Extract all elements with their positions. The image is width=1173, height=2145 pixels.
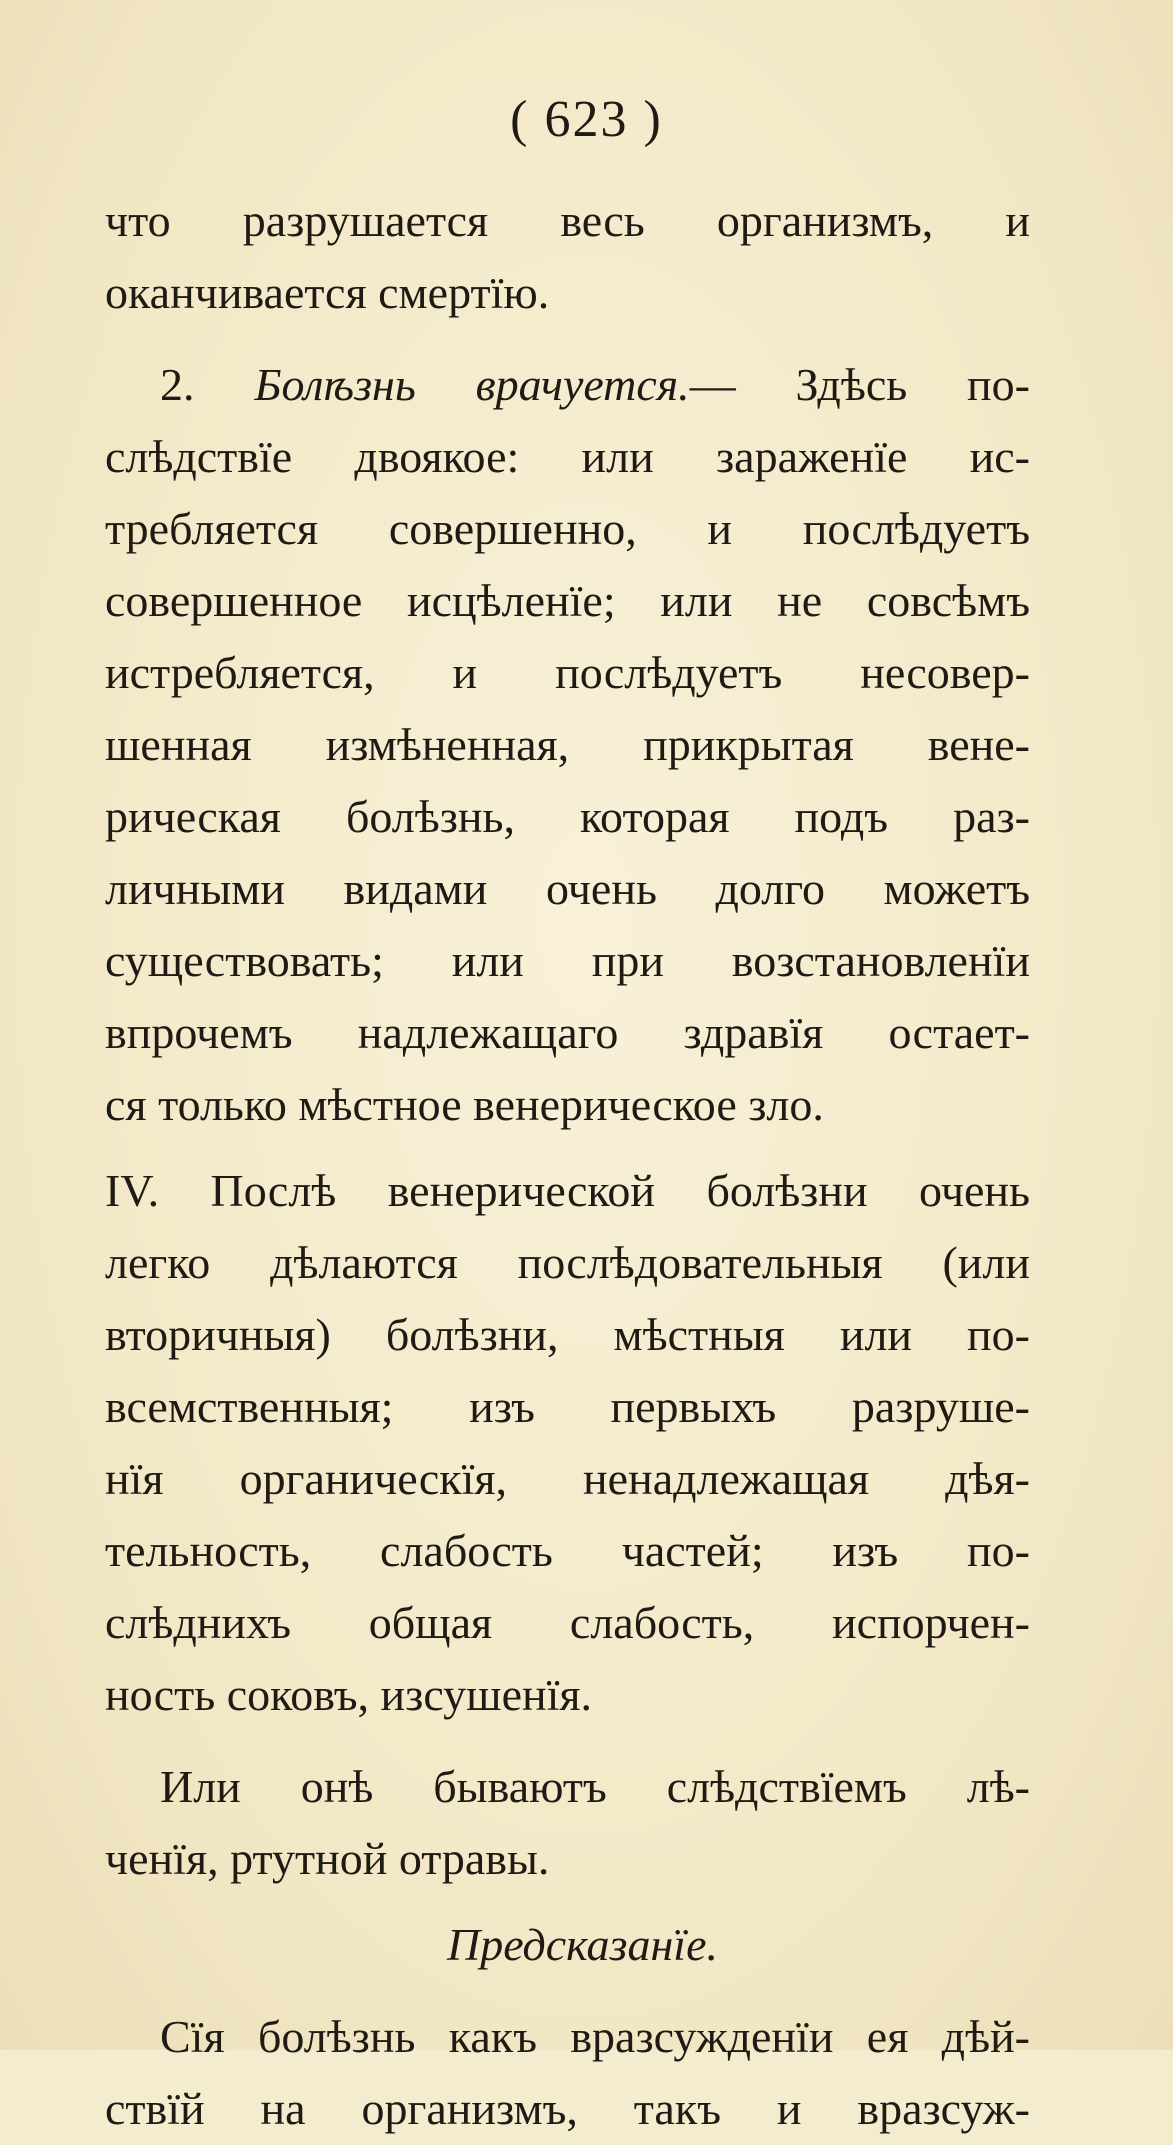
text-line: нїя органическїя, ненадлежащая дѣя- — [105, 1453, 1030, 1504]
text-line: личными видами очень долго можетъ — [105, 863, 1030, 914]
text-line: слѣдствїе двоякое: или зараженїе ис- — [105, 431, 1030, 482]
text-line: ся только мѣстное венерическое зло. — [105, 1079, 824, 1130]
italic-phrase: Болѣзнь врачуется. — [254, 359, 690, 410]
text-line: Сїя болѣзнь какъ вразсужденїи ея дѣй- — [160, 2011, 1030, 2062]
section-heading: Предсказанїе. — [446, 1919, 718, 1970]
text-line: впрочемъ надлежащаго здравїя остает- — [105, 1007, 1030, 1058]
text-line: ствїй на организмъ, такъ и вразсуж- — [105, 2083, 1030, 2134]
text-line: что разрушается весь организмъ, и — [105, 195, 1030, 246]
text-line: всемственныя; изъ первыхъ разруше- — [105, 1381, 1030, 1432]
text-line: существовать; или при возстановленїи — [105, 935, 1030, 986]
text-line: шенная измѣненная, прикрытая вене- — [105, 719, 1030, 770]
text-line: легко дѣлаются послѣдовательныя (или — [105, 1237, 1030, 1288]
text-line: оканчивается смертїю. — [105, 267, 550, 318]
text-line: IV. Послѣ венерической болѣзни очень — [105, 1165, 1030, 1216]
body-text — [105, 185, 1030, 2145]
text-line: тельность, слабость частей; изъ по- — [105, 1525, 1030, 1576]
page-number: ( 623 ) — [510, 91, 663, 148]
text-line: вторичныя) болѣзни, мѣстныя или по- — [105, 1309, 1030, 1360]
text-line: Или онѣ бываютъ слѣдствїемъ лѣ- — [160, 1761, 1030, 1812]
text-line: ность соковъ, изсушенїя. — [105, 1669, 593, 1720]
text-line: слѣднихъ общая слабость, испорчен- — [105, 1597, 1030, 1648]
text-line: истребляется, и послѣдуетъ несовер- — [105, 647, 1030, 698]
text-line: 2. Болѣзнь врачуется.— Здѣсь по- — [160, 359, 1030, 410]
text-line: требляется совершенно, и послѣдуетъ — [105, 503, 1030, 554]
text-line: совершенное исцѣленїе; или не совсѣмъ — [105, 575, 1030, 626]
text-line: ченїя, ртутной отравы. — [105, 1833, 550, 1884]
text-line: рическая болѣзнь, которая подъ раз- — [105, 791, 1030, 842]
